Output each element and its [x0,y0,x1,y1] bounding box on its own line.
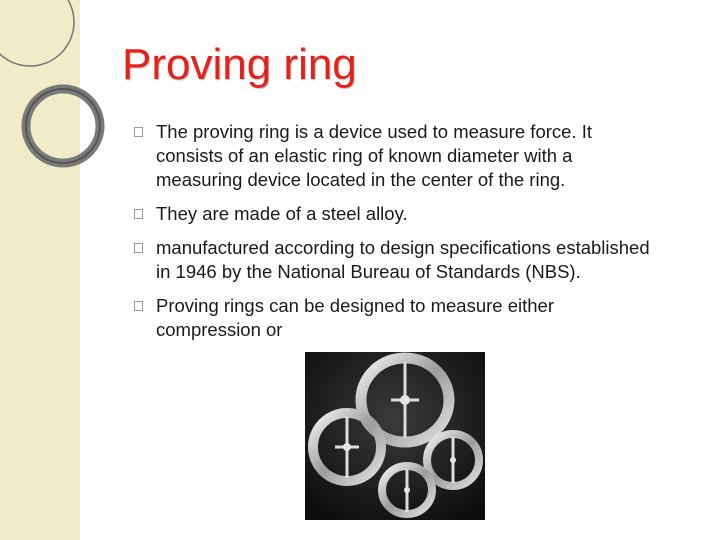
decorative-sidebar [0,0,80,540]
bullet-item [134,294,654,342]
bullet-icon [134,209,143,219]
bullet-icon [134,127,143,137]
proving-rings-photo [305,352,485,520]
bullet-icon [134,301,143,311]
proving-rings-illustration [305,352,485,520]
bullet-text: They are made of a steel alloy. [156,203,408,224]
bullet-item [134,120,654,192]
bullet-text: The proving ring is a device used to measure force. It consists of an elastic ring of known diameter with a measuring device located in the center of the ring. [156,121,592,190]
bullet-icon [134,243,143,253]
decorative-circles [0,0,140,540]
bullet-item [134,236,654,284]
bullet-text: manufactured according to design specifications established in 1946 by the National Bureau of Standards (NBS). [156,237,650,282]
bullet-list [134,120,654,352]
decorative-ring-inner [26,89,100,163]
bullet-item [134,202,654,226]
slide-title: Proving ring [122,40,357,89]
decorative-circle-top [0,0,74,66]
bullet-text: Proving rings can be designed to measure either compression or [156,295,554,340]
